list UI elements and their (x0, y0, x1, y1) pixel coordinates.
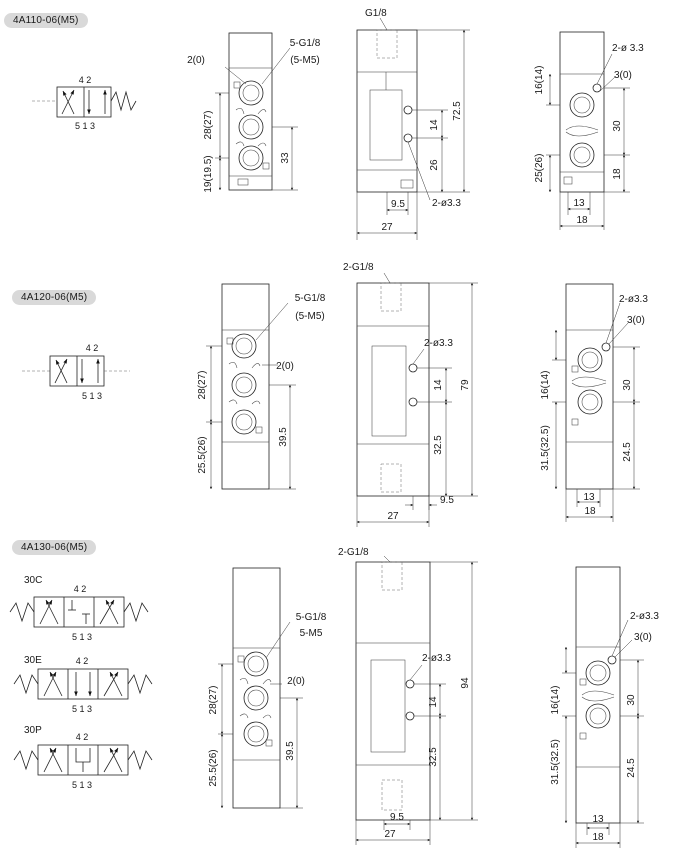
bottom-label: 25.5(26) (208, 749, 219, 787)
width-dimension: 18 (576, 215, 588, 226)
port-label-alt: 5-M5 (299, 628, 323, 639)
right-label: 33 (280, 152, 291, 164)
port-label: 5-G1/8 (295, 612, 327, 623)
offset-dimension: 9.5 (390, 812, 404, 823)
hole-label: 2-ø 3.3 (612, 43, 644, 54)
height-dimension: 94 (460, 677, 471, 689)
offset-label: 3(0) (634, 632, 652, 643)
schematic-symbol-30e (14, 655, 152, 714)
port-top-label: 4 2 (78, 75, 92, 85)
right-bottom-dimension: 24.5 (622, 442, 633, 462)
width-dimension: 27 (381, 222, 393, 233)
lower-dimension: 32.5 (428, 747, 439, 767)
front-view (208, 568, 327, 808)
offset-label: 2(0) (276, 361, 294, 372)
model-title: 4A120-06(M5) (12, 290, 96, 305)
width-dimension: 27 (387, 511, 399, 522)
offset-dimension: 9.5 (391, 199, 405, 210)
bottom-label: 25.5(26) (197, 436, 208, 474)
inner-width-dimension: 13 (573, 198, 585, 209)
hole-label: 2-ø3.3 (432, 198, 461, 209)
port-top-label: 4 2 (73, 584, 87, 594)
port-bottom-label: 5 1 3 (81, 391, 103, 401)
spacing-dimension: 14 (429, 119, 440, 131)
port-bottom-label: 5 1 3 (71, 704, 93, 714)
end-view (534, 32, 644, 230)
left-bottom-dimension: 31.5(32.5) (540, 425, 551, 471)
offset-label: 3(0) (614, 70, 632, 81)
model-title: 4A110-06(M5) (4, 13, 88, 28)
offset-label: 2(0) (287, 676, 305, 687)
lower-dimension: 26 (429, 159, 440, 171)
right-label: 39.5 (285, 741, 296, 761)
front-view (187, 33, 321, 193)
left-bottom-dimension: 31.5(32.5) (550, 739, 561, 785)
offset-dimension: 9.5 (440, 495, 454, 506)
left-top-dimension: 16(14) (540, 370, 551, 400)
schematic-symbol-30c (10, 575, 148, 642)
front-view (197, 284, 326, 489)
variant-label: 30P (24, 725, 42, 736)
port-label: 5-G1/8 (289, 38, 321, 49)
width-dimension: 18 (592, 832, 604, 843)
hole-label: 2-ø3.3 (422, 653, 451, 664)
width-dimension: 27 (384, 829, 396, 840)
side-view (338, 547, 478, 845)
hole-label: 2-ø3.3 (424, 338, 453, 349)
port-top-label: 4 2 (75, 732, 89, 742)
height-label: 28(27) (197, 370, 208, 400)
top-label: 2-G1/8 (343, 262, 374, 273)
right-bottom-dimension: 24.5 (626, 758, 637, 778)
offset-label: 2(0) (187, 55, 205, 66)
top-label: G1/8 (365, 8, 387, 19)
variant-label: 30E (24, 655, 42, 666)
left-top-dimension: 16(14) (534, 65, 545, 95)
variant-label: 30C (24, 575, 43, 586)
schematic-symbol-30p (14, 725, 152, 790)
hole-label: 2-ø3.3 (619, 294, 648, 305)
port-bottom-label: 5 1 3 (71, 632, 93, 642)
port-label-alt: (5-M5) (295, 311, 325, 322)
side-view (343, 262, 478, 527)
port-top-label: 4 2 (85, 343, 99, 353)
right-bottom-dimension: 18 (612, 168, 623, 180)
spacing-dimension: 14 (428, 696, 439, 708)
width-dimension: 18 (584, 506, 596, 517)
right-mid-dimension: 30 (626, 694, 637, 706)
port-top-label: 4 2 (75, 656, 89, 666)
schematic-symbol (32, 75, 136, 131)
hole-label: 2-ø3.3 (630, 611, 659, 622)
top-label: 2-G1/8 (338, 547, 369, 558)
port-label: 5-G1/8 (294, 293, 326, 304)
model-title: 4A130-06(M5) (12, 540, 96, 555)
bottom-label: 19(19.5) (203, 155, 214, 193)
offset-label: 3(0) (627, 315, 645, 326)
schematic-symbol (22, 343, 130, 401)
inner-width-dimension: 13 (592, 814, 604, 825)
inner-width-dimension: 13 (583, 492, 595, 503)
port-bottom-label: 5 1 3 (74, 121, 96, 131)
right-mid-dimension: 30 (622, 379, 633, 391)
port-label-alt: (5-M5) (290, 55, 320, 66)
port-bottom-label: 5 1 3 (71, 780, 93, 790)
right-label: 39.5 (278, 427, 289, 447)
right-mid-dimension: 30 (612, 120, 623, 132)
height-dimension: 72.5 (452, 101, 463, 121)
end-view (550, 567, 659, 848)
height-label: 28(27) (208, 685, 219, 715)
side-view (357, 8, 470, 240)
end-view (540, 284, 648, 522)
left-top-dimension: 16(14) (550, 685, 561, 715)
height-label: 28(27) (203, 110, 214, 140)
lower-dimension: 32.5 (433, 435, 444, 455)
spacing-dimension: 14 (433, 379, 444, 391)
left-bottom-dimension: 25(26) (534, 153, 545, 183)
height-dimension: 79 (460, 379, 471, 391)
